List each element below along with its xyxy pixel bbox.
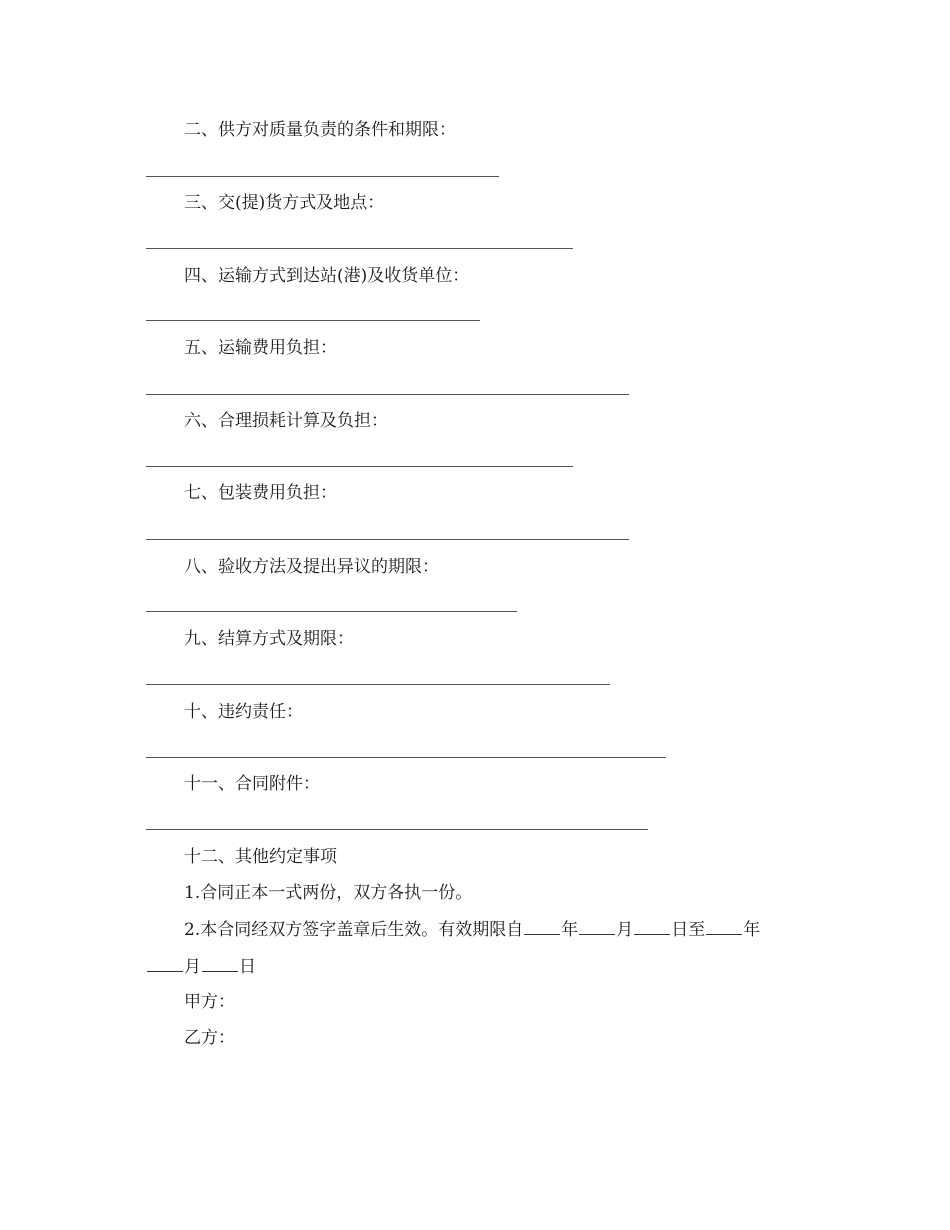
clause-delivery-method: 三、交(提)货方式及地点： (184, 193, 385, 213)
unit-day-end: 日 (239, 957, 256, 977)
clause-inspection-method: 八、验收方法及提出异议的期限： (184, 557, 439, 577)
fill-line-attachments[interactable] (146, 829, 648, 830)
clause-transport-cost: 五、运输费用负担： (184, 338, 337, 358)
blank-end-day[interactable] (202, 955, 238, 972)
fill-line-inspection[interactable] (146, 611, 517, 612)
clause-reasonable-loss: 六、合理损耗计算及负担： (184, 411, 388, 431)
clause-packaging-cost: 七、包装费用负担： (184, 483, 337, 503)
unit-year: 年 (561, 920, 579, 940)
clause-other-matters-heading: 十二、其他约定事项 (184, 847, 337, 867)
clause-breach-liability: 十、违约责任： (184, 702, 303, 722)
signature-party-a: 甲方： (184, 992, 235, 1012)
fill-line-delivery[interactable] (146, 248, 573, 249)
fill-line-transport-cost[interactable] (146, 394, 629, 395)
blank-end-year[interactable] (706, 918, 742, 935)
signature-party-b: 乙方： (184, 1028, 235, 1048)
clause-contract-attachments: 十一、合同附件： (184, 774, 320, 794)
unit-day: 日 (671, 920, 689, 940)
fill-line-loss[interactable] (146, 466, 573, 467)
blank-start-day[interactable] (634, 918, 670, 935)
unit-year-end: 年 (743, 920, 761, 940)
clause-transport-method: 四、运输方式到达站(港)及收货单位： (184, 266, 470, 286)
fill-line-breach[interactable] (146, 757, 666, 758)
other-item-copies: 1.合同正本一式两份，双方各执一份。 (184, 883, 473, 903)
blank-end-month[interactable] (147, 955, 183, 972)
blank-start-year[interactable] (524, 918, 560, 935)
fill-line-packaging[interactable] (146, 539, 629, 540)
clause-settlement-method: 九、结算方式及期限： (184, 629, 354, 649)
fill-line-quality[interactable] (146, 176, 499, 177)
validity-prefix: 2.本合同经双方签字盖章后生效。有效期限自 (184, 920, 524, 940)
other-item-validity (184, 918, 760, 941)
unit-month: 月 (616, 920, 634, 940)
fill-line-settlement[interactable] (146, 684, 610, 685)
fill-line-transport[interactable] (146, 320, 480, 321)
unit-to: 至 (688, 920, 706, 940)
validity-continuation (146, 955, 256, 978)
unit-month-end: 月 (184, 957, 201, 977)
blank-start-month[interactable] (579, 918, 615, 935)
clause-quality-responsibility: 二、供方对质量负责的条件和期限： (184, 120, 456, 140)
